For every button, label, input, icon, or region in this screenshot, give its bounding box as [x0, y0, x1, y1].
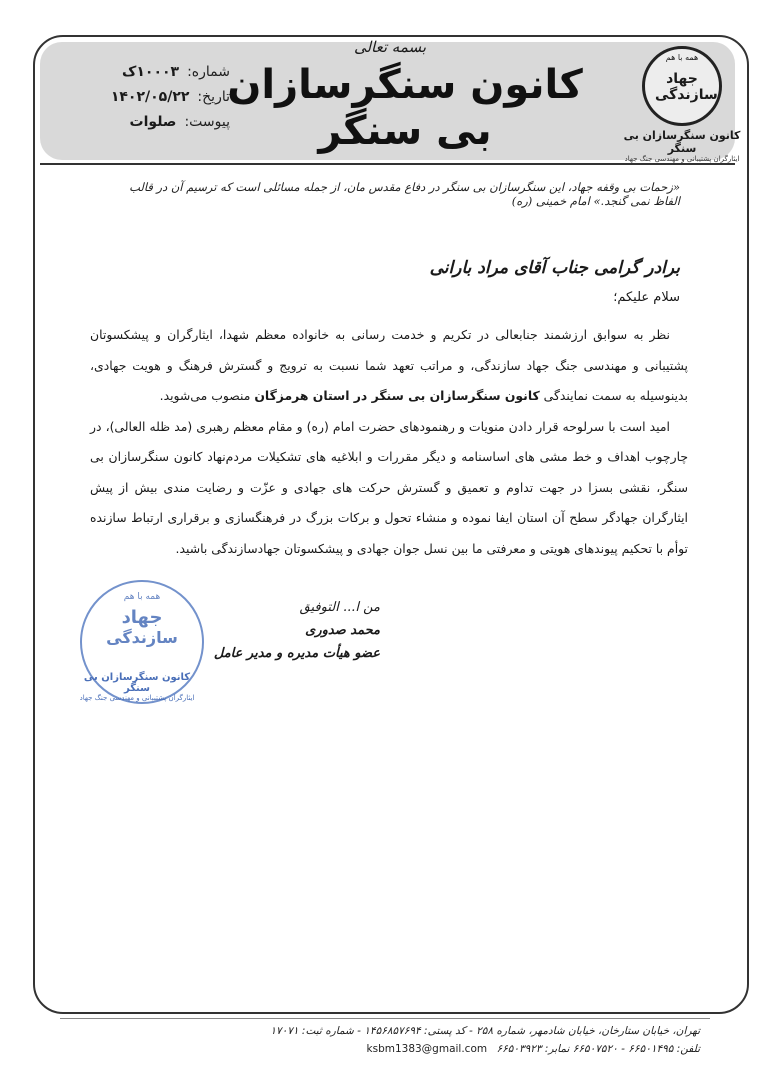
- letter-meta: [70, 60, 230, 135]
- logo-arc-text: همه با هم: [665, 53, 699, 62]
- stamp-arc-text: همه با هم: [123, 592, 161, 602]
- imam-quote: «زحمات بی وقفه جهاد، این سنگرسازان بی سنگر در دفاع مقدس مان، از جمله مسائلی است که ترسیم آن در قالب الفاظ نمی گنجد.» امام خمینی (ره): [129, 180, 680, 208]
- stamp-name: کانون سنگرسازان بی سنگر: [83, 672, 191, 694]
- date-row: [70, 85, 230, 110]
- basmala: بسمه تعالی: [353, 38, 427, 56]
- number-value: ۱۰۰۰۳ک: [122, 64, 180, 80]
- signatory-name: محمد صدوری: [305, 623, 380, 638]
- signatory-title: عضو هیأت مدیره و مدیر عامل: [213, 646, 380, 661]
- footer-contact: [180, 1040, 700, 1058]
- footer-address: تهران، خیابان ستارخان، خیابان شادمهر، شماره ۲۵۸ - کد پستی: ۱۴۵۶۸۵۷۶۹۴ - شماره ثبت: ۱۷۰۷۱: [270, 1025, 700, 1037]
- stamp-line2: سازندگی: [106, 628, 178, 647]
- logo-name: کانون سنگرسازان بی سنگر: [623, 129, 741, 155]
- org-logo: [612, 46, 752, 163]
- stamp-caption: [72, 672, 202, 702]
- paragraph-1: نظر به سوابق ارزشمند جنابعالی در تکریم و خدمت رسانی به خانواده معظم شهدا، ایثارگران و پیشکسوتان پشتیبانی و مهندسی جنگ جهاد سازندگی، و مراتب تعهد شما نسبت به ترویج و گسترش فرهنگ و هویت جهادی، بدینوسیله به سمت نمایندگی کانون سنگرسازان بی سنگر در استان هرمزگان منصوب می‌شوید.: [90, 327, 688, 403]
- footer-email[interactable]: ksbm1383@gmail.com: [366, 1043, 488, 1055]
- letter-body: [90, 320, 688, 564]
- signature-closing: من ا... التوفیق: [299, 600, 380, 615]
- stamp-subtitle: ایثارگران پشتیبانی و مهندسی جنگ جهاد: [79, 694, 195, 702]
- signature-block: [210, 596, 380, 665]
- attachment-row: [70, 110, 230, 135]
- bold-phrase: کانون سنگرسازان بی سنگر در استان هرمزگان: [254, 388, 540, 403]
- logo-subtitle: ایثارگران پشتیبانی و مهندسی جنگ جهاد: [624, 155, 740, 163]
- logo-line1: جهاد: [666, 71, 698, 87]
- date-value: ۱۴۰۲/۰۵/۲۲: [110, 89, 190, 105]
- attachment-value: صلوات: [129, 114, 177, 130]
- footer: [180, 1022, 700, 1058]
- org-title: کانون سنگرسازان بی سنگر: [227, 62, 583, 154]
- attachment-label: پیوست:: [184, 114, 230, 130]
- footer-phones: تلفن: ۶۶۵۰۱۴۹۵ - ۶۶۵۰۷۵۲۰ نمابر: ۶۶۵۰۳۹۲۳: [496, 1043, 700, 1055]
- footer-divider: [60, 1018, 710, 1019]
- logo-line2: سازندگی: [655, 87, 718, 103]
- number-label: شماره:: [187, 64, 230, 80]
- header-divider: [40, 163, 735, 165]
- greeting: سلام علیکم؛: [613, 290, 680, 305]
- date-label: تاریخ:: [197, 89, 230, 105]
- number-row: [70, 60, 230, 85]
- stamp-line1: جهاد: [121, 607, 163, 628]
- salutation: برادر گرامی جناب آقای مراد بارانی: [429, 258, 680, 278]
- paragraph-2: امید است با سرلوحه قرار دادن منویات و رهنمودهای حضرت امام (ره) و مقام معظم رهبری (مد ظله العالی)، در چارچوب اهداف و خط مشی های اساسنامه و دیگر مقررات و ابلاغیه های تشکیلات مردم‌نهاد کانون سنگرسازان بی سنگر، نقشی بسزا در جهت تداوم و تعمیق و گسترش حرکت های جهادی و عزّت و رضایت مندی بیش از پیش ایثارگران جهادگر سطح آن استان ایفا نموده و منشاء تحول و برکات بزرگ در فرهنگسازی و برقراری ارتباط سازنده توأم با تحکیم پیوندهای هویتی و معرفتی ما بین نسل جوان جهادی و پیشکسوتان جهادسازندگی باشید.: [90, 418, 688, 556]
- logo-emblem: [642, 46, 722, 126]
